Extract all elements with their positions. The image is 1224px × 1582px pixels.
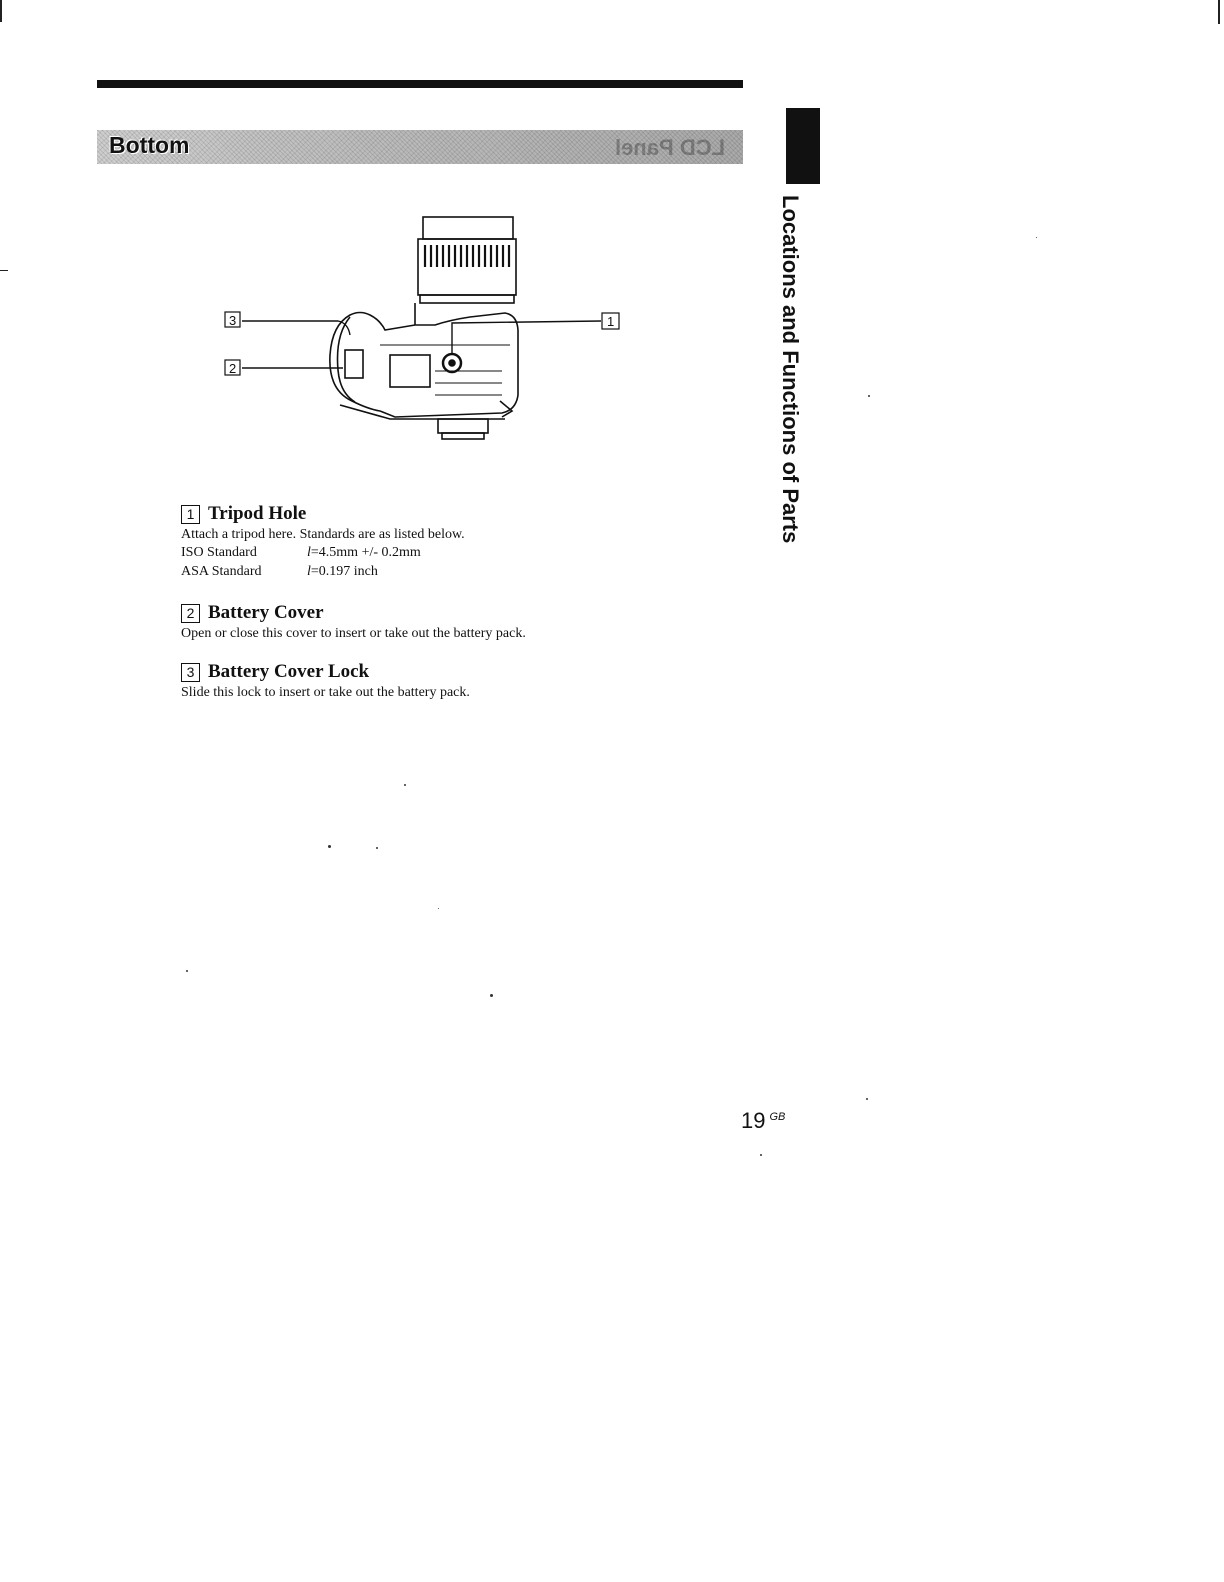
item-number-badge: 3 — [181, 663, 200, 682]
side-tab-marker — [786, 108, 820, 184]
scan-speck — [186, 970, 188, 972]
spec-name: ISO Standard — [181, 545, 257, 560]
lens-mount-ring — [420, 295, 514, 303]
scan-speck — [760, 1154, 762, 1156]
callout-label-1: 1 — [607, 314, 615, 329]
spec-symbol: l — [307, 545, 311, 560]
battery-cover-lock — [345, 350, 363, 378]
top-rule — [97, 80, 743, 88]
scan-speck — [866, 1098, 868, 1100]
page-number-suffix: GB — [769, 1110, 786, 1123]
scan-speck — [1036, 237, 1037, 238]
spec-name: ASA Standard — [181, 564, 262, 579]
page-number — [741, 1108, 785, 1134]
item-description: Attach a tripod here. Standards are as listed below. — [181, 527, 465, 542]
scan-speck — [868, 395, 870, 397]
item-battery-cover-lock — [181, 661, 470, 701]
item-number-badge: 1 — [181, 505, 200, 524]
scan-edge-mark-right — [1218, 0, 1220, 24]
callout-3-leader — [242, 321, 350, 335]
page-number-value: 19 — [741, 1108, 766, 1133]
spec-value — [307, 562, 378, 581]
item-title: Battery Cover — [208, 602, 324, 623]
scan-speck — [328, 845, 331, 848]
lens-bottom-ring — [438, 419, 488, 433]
item-title: Tripod Hole — [208, 503, 307, 524]
callout-label-2: 2 — [229, 361, 237, 376]
side-tab-label: Locations and Functions of Parts — [778, 195, 803, 544]
scan-speck — [490, 994, 493, 997]
battery-cover-panel — [390, 355, 430, 387]
item-title: Battery Cover Lock — [208, 661, 370, 682]
item-description: Open or close this cover to insert or take out the battery pack. — [181, 626, 526, 641]
callout-label-3: 3 — [229, 313, 237, 328]
spec-measure: =4.5mm +/- 0.2mm — [310, 545, 421, 560]
item-description: Slide this lock to insert or take out the battery pack. — [181, 685, 470, 700]
camera-bottom-diagram — [220, 205, 640, 455]
spec-value — [307, 543, 421, 562]
scan-speck — [438, 908, 439, 909]
grip-edge — [338, 317, 356, 402]
section-title: Bottom — [109, 132, 190, 158]
item-tripod-hole — [181, 503, 465, 581]
lens-grip-texture — [425, 245, 509, 267]
scan-speck — [376, 847, 378, 849]
item-battery-cover — [181, 602, 526, 642]
item-number-badge: 2 — [181, 604, 200, 623]
spec-measure: =0.197 inch — [310, 564, 378, 579]
spec-row-iso — [181, 543, 465, 562]
spec-row-asa — [181, 562, 465, 581]
scan-edge-tick — [0, 270, 8, 271]
scan-speck — [404, 784, 406, 786]
section-header-band — [97, 130, 743, 164]
lens-front-ring — [423, 217, 513, 239]
band-ghost-text: LCD Panel — [614, 135, 725, 160]
spec-symbol: l — [307, 564, 311, 579]
camera-body-outline — [330, 303, 518, 417]
scan-edge-mark-left — [0, 0, 2, 22]
callout-1-leader — [452, 321, 601, 354]
